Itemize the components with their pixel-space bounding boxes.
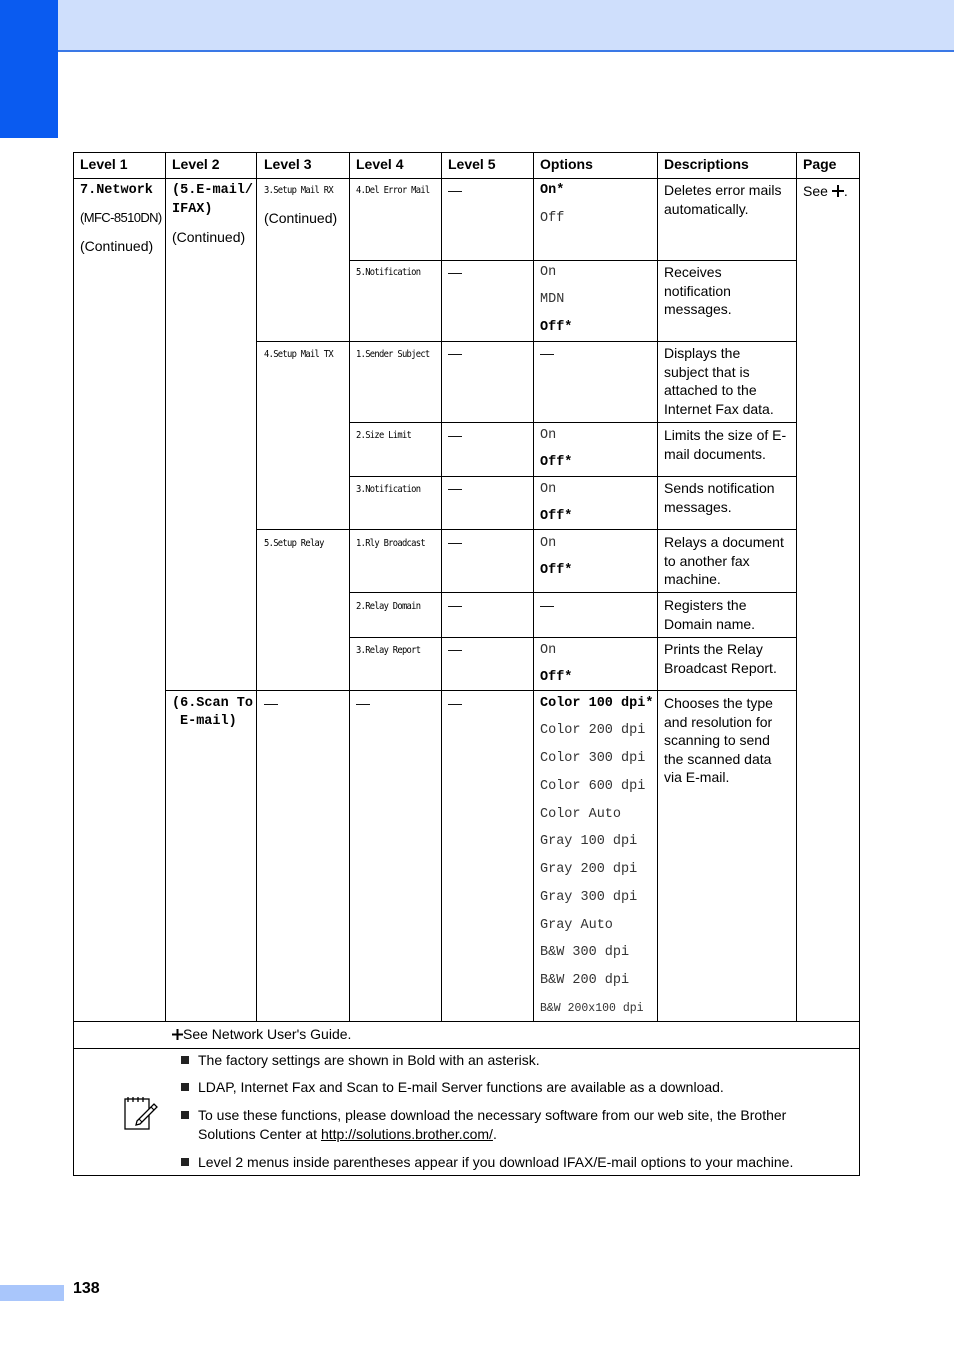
level5-dash: — [448, 480, 462, 496]
scan-option: Color 200 dpi [540, 723, 646, 738]
note-item: LDAP, Internet Fax and Scan to E-mail Server functions are available as a download. [198, 1079, 724, 1095]
option: On [540, 643, 557, 658]
period: . [492, 1126, 497, 1142]
description: Limits the size of E-mail documents. [664, 427, 787, 462]
level5-dash: — [448, 597, 462, 613]
scan-option: B&W 200x100 dpi [540, 1002, 644, 1015]
level2-scan-to-email: (6.Scan To [172, 696, 254, 711]
level4-item: 3.Notification [356, 484, 421, 495]
page-ref-label: See [803, 183, 828, 199]
level3-dash: — [264, 695, 278, 711]
note-item-line2 [198, 1125, 497, 1144]
option-default: Off* [540, 563, 573, 578]
option-default: Off* [540, 670, 573, 685]
option-default: Off* [540, 509, 573, 524]
level3-setup-mail-rx: 3.Setup Mail RX [264, 185, 333, 196]
option-default: Off* [540, 455, 573, 470]
chapter-tab [0, 0, 58, 138]
note-pencil-icon [123, 1095, 159, 1131]
note-text: Solutions Center at [198, 1126, 318, 1142]
level1-continued: (Continued) [80, 238, 154, 254]
scan-option: Color 300 dpi [540, 751, 646, 766]
scan-option: Gray Auto [540, 918, 613, 933]
note-item: Level 2 menus inside parentheses appear if you download IFAX/E-mail options to your machine. [198, 1154, 794, 1170]
level4-item: 2.Size Limit [356, 430, 412, 441]
option-dash: — [540, 597, 554, 613]
scan-option: Gray 300 dpi [540, 890, 638, 905]
option: On [540, 482, 557, 497]
option-default: Off* [540, 320, 573, 335]
level4-item: 4.Del Error Mail [356, 185, 430, 196]
page-number: 138 [73, 1280, 100, 1297]
header-level2: Level 2 [172, 156, 220, 172]
header-level3: Level 3 [264, 156, 312, 172]
description: Prints the Relay Broadcast Report. [664, 641, 777, 676]
level5-dash: — [448, 427, 462, 443]
level5-dash: — [448, 641, 462, 657]
cross-icon [832, 183, 844, 195]
level2-scan-to-email-2: E-mail) [180, 714, 237, 729]
level4-item: 1.Rly Broadcast [356, 538, 425, 549]
header-page: Page [803, 156, 837, 172]
level3-setup-relay: 5.Setup Relay [264, 538, 324, 549]
square-bullet-icon [181, 1158, 189, 1166]
header-level4: Level 4 [356, 156, 404, 172]
scan-option: Color 600 dpi [540, 779, 646, 794]
level4-item: 2.Relay Domain [356, 601, 421, 612]
note-item: The factory settings are shown in Bold with an asterisk. [198, 1052, 540, 1068]
level4-item: 1.Sender Subject [356, 349, 430, 360]
option-default: On* [540, 183, 565, 198]
scan-option: Gray 200 dpi [540, 862, 638, 877]
option: Off [540, 211, 565, 226]
option: MDN [540, 292, 565, 307]
scan-option-default: Color 100 dpi* [540, 696, 654, 711]
header-options: Options [540, 156, 593, 172]
level5-dash: — [448, 534, 462, 550]
header-descriptions: Descriptions [664, 156, 749, 172]
page-ref: See . [803, 183, 848, 199]
level2-continued: (Continued) [172, 229, 246, 245]
option: On [540, 265, 557, 280]
level3-setup-mail-tx: 4.Setup Mail TX [264, 349, 333, 360]
level3-continued: (Continued) [264, 210, 338, 226]
level5-dash: — [448, 264, 462, 280]
level1-model: (MFC-8510DN) [80, 210, 162, 225]
scan-option: Color Auto [540, 807, 622, 822]
level4-dash: — [356, 695, 370, 711]
square-bullet-icon [181, 1083, 189, 1091]
note-item: To use these functions, please download the necessary software from our web site, the Brother [198, 1107, 787, 1123]
description: Deletes error mails automatically. [664, 182, 782, 217]
level4-item: 3.Relay Report [356, 645, 421, 656]
option: On [540, 536, 557, 551]
level5-dash: — [448, 182, 462, 198]
level2-email-ifax: (5.E-mail/ [172, 183, 254, 198]
level1-name: 7.Network [80, 183, 153, 198]
footnote-text: See Network User's Guide. [183, 1026, 352, 1042]
description: Chooses the type and resolution for scanning to send the scanned data via E-mail. [664, 695, 773, 785]
footer-band [0, 1285, 64, 1301]
scan-option: B&W 300 dpi [540, 945, 630, 960]
option-dash: — [540, 345, 554, 361]
cross-icon [172, 1026, 183, 1037]
square-bullet-icon [181, 1111, 189, 1119]
square-bullet-icon [181, 1056, 189, 1064]
description: Receives notification messages. [664, 264, 732, 317]
level2-email-ifax-2: IFAX) [172, 202, 213, 217]
scan-option: B&W 200 dpi [540, 973, 630, 988]
description: Sends notification messages. [664, 480, 775, 515]
header-level5: Level 5 [448, 156, 496, 172]
footnote [172, 1025, 351, 1044]
brother-solutions-link[interactable]: http://solutions.brother.com/ [320, 1126, 493, 1142]
option: On [540, 428, 557, 443]
level5-dash: — [448, 345, 462, 361]
description: Registers the Domain name. [664, 597, 756, 632]
header-band [0, 0, 954, 52]
description: Relays a document to another fax machine. [664, 534, 784, 587]
level4-item: 5.Notification [356, 267, 421, 278]
level5-dash: — [448, 695, 462, 711]
scan-option: Gray 100 dpi [540, 834, 638, 849]
description: Displays the subject that is attached to the Internet Fax data. [664, 345, 774, 417]
header-level1: Level 1 [80, 156, 128, 172]
